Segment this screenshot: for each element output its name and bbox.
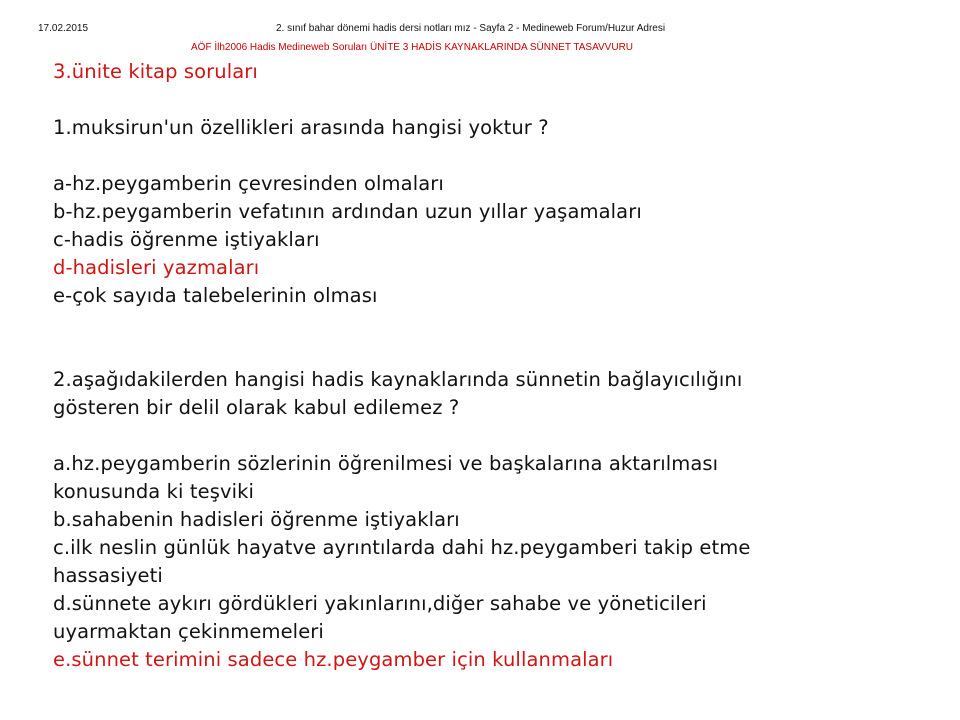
option-e-correct-answer: e.sünnet terimini sadece hz.peygamber için kullanmaları xyxy=(53,648,614,671)
header-title: 2. sınıf bahar dönemi hadis dersi notları mız - Sayfa 2 - Medineweb Forum/Huzur Adresi xyxy=(276,23,666,34)
question-text: 1.muksirun'un özellikleri arasında hangisi yoktur ? xyxy=(53,116,549,139)
document-body xyxy=(53,58,953,674)
option-d-correct-answer: d-hadisleri yazmaları xyxy=(53,256,260,279)
question-1 xyxy=(53,114,953,310)
option-d-line-2: uyarmaktan çekinmemeleri xyxy=(53,620,324,643)
section-title: 3.ünite kitap soruları xyxy=(53,60,258,83)
question-text-line-1: 2.aşağıdakilerden hangisi hadis kaynaklarında sünnetin bağlayıcılığını xyxy=(53,368,743,391)
page-header xyxy=(0,0,960,60)
header-subtitle: AÖF İlh2006 Hadis Medineweb Soruları ÜNİTE 3 HADİS KAYNAKLARINDA SÜNNET TASAVVURU xyxy=(191,42,634,53)
option-c: c-hadis öğrenme iştiyakları xyxy=(53,228,320,251)
option-b: b-hz.peygamberin vefatının ardından uzun yıllar yaşamaları xyxy=(53,200,642,223)
option-a-line-1: a.hz.peygamberin sözlerinin öğrenilmesi ve başkalarına aktarılması xyxy=(53,452,719,475)
header-date: 17.02.2015 xyxy=(38,23,89,34)
option-a-line-2: konusunda ki teşviki xyxy=(53,480,255,503)
option-b: b.sahabenin hadisleri öğrenme iştiyakları xyxy=(53,508,460,531)
option-d-line-1: d.sünnete aykırı gördükleri yakınlarını,diğer sahabe ve yöneticileri xyxy=(53,592,707,615)
question-text-line-2: gösteren bir delil olarak kabul edilemez ? xyxy=(53,396,460,419)
option-a: a-hz.peygamberin çevresinden olmaları xyxy=(53,172,444,195)
question-2 xyxy=(53,366,953,674)
option-c-line-1: c.ilk neslin günlük hayatve ayrıntılarda dahi hz.peygamberi takip etme xyxy=(53,536,751,559)
option-c-line-2: hassasiyeti xyxy=(53,564,163,587)
option-e: e-çok sayıda talebelerinin olması xyxy=(53,284,378,307)
